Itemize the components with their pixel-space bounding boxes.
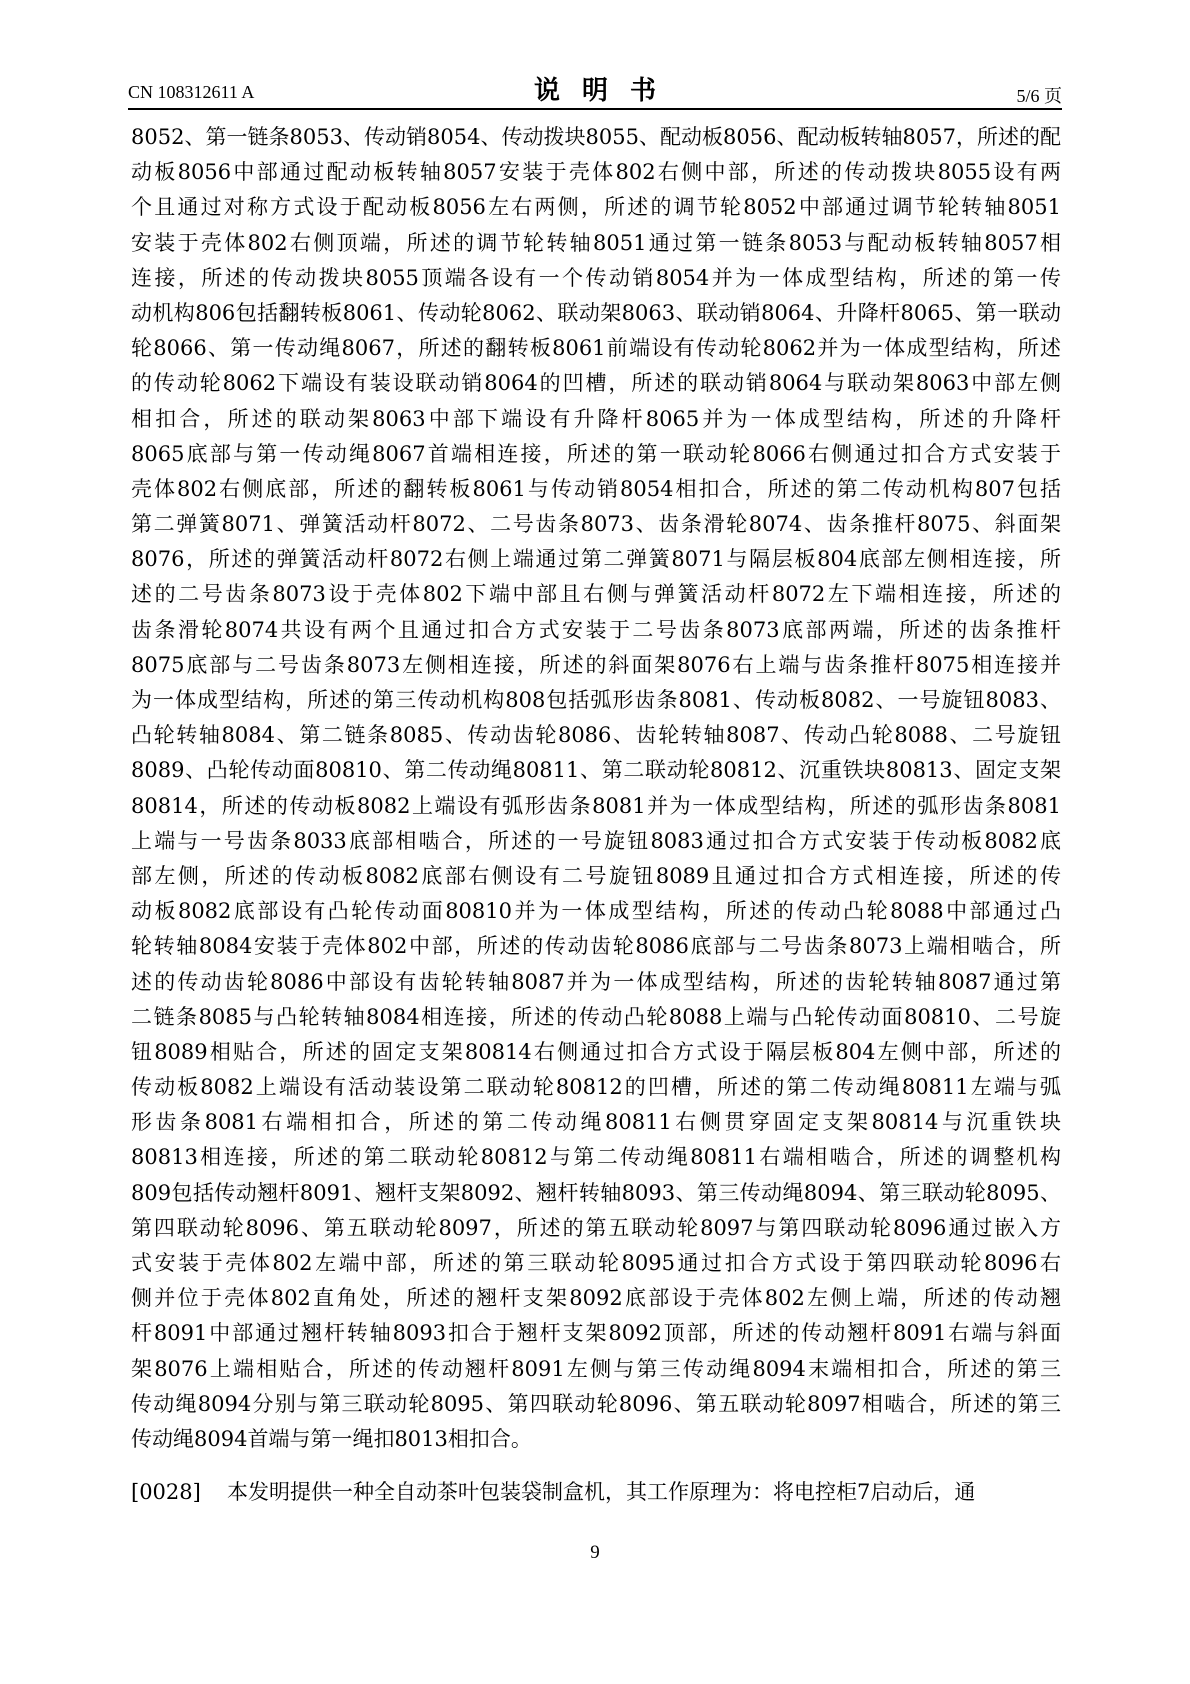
body-line: 8052、第一链条8053、传动销8054、传动拨块8055、配动板8056、配动板转轴8057，所述的配	[131, 125, 1061, 149]
body-line: 传动绳8094分别与第三联动轮8095、第四联动轮8096、第五联动轮8097相啮合，所述的第三	[131, 1391, 1061, 1416]
body-line: 809包括传动翘杆8091、翘杆支架8092、翘杆转轴8093、第三传动绳8094、第三联动轮8095、	[131, 1180, 1061, 1205]
page-number: 9	[590, 1542, 600, 1563]
body-line: 安装于壳体802右侧顶端，所述的调节轮转轴8051通过第一链条8053与配动板转轴8057相	[131, 230, 1061, 255]
body-line: 动板8082底部设有凸轮传动面80810并为一体成型结构，所述的传动凸轮8088中部通过凸	[131, 899, 1061, 924]
body-line: 述的传动齿轮8086中部设有齿轮转轴8087并为一体成型结构，所述的齿轮转轴8087通过第	[131, 969, 1061, 994]
body-line: 架8076上端相贴合，所述的传动翘杆8091左侧与第三传动绳8094末端相扣合，所述的第三	[131, 1356, 1061, 1381]
body-line: 轮转轴8084安装于壳体802中部，所述的传动齿轮8086底部与二号齿条8073上端相啮合，所	[131, 934, 1061, 959]
body-line: 二链条8085与凸轮转轴8084相连接，所述的传动凸轮8088上端与凸轮传动面80810、二号旋	[131, 1004, 1061, 1029]
body-line: 传动绳8094首端与第一绳扣8013相扣合。	[131, 1426, 532, 1451]
paragraph-text: 本发明提供一种全自动茶叶包装袋制盒机，其工作原理为：将电控柜7启动后，通	[227, 1480, 976, 1504]
body-line: 第四联动轮8096、第五联动轮8097，所述的第五联动轮8097与第四联动轮8096通过嵌入方	[131, 1215, 1061, 1240]
body-line: 动板8056中部通过配动板转轴8057安装于壳体802右侧中部，所述的传动拨块8055设有两	[131, 160, 1061, 185]
body-line: 为一体成型结构，所述的第三传动机构808包括弧形齿条8081、传动板8082、一号旋钮8083、	[131, 688, 1061, 712]
body-line: 8089、凸轮传动面80810、第二传动绳80811、第二联动轮80812、沉重铁块80813、固定支架	[131, 758, 1061, 783]
body-line: 80813相连接，所述的第二联动轮80812与第二传动绳80811右端相啮合，所述的调整机构	[131, 1145, 1061, 1170]
body-line: 述的二号齿条8073设于壳体802下端中部且右侧与弹簧活动杆8072左下端相连接，所述的	[131, 582, 1061, 607]
body-line: 形齿条8081右端相扣合，所述的第二传动绳80811右侧贯穿固定支架80814与沉重铁块	[131, 1110, 1061, 1135]
header-patent-number: CN 108312611 A	[128, 82, 255, 102]
body-line: 动机构806包括翻转板8061、传动轮8062、联动架8063、联动销8064、升降杆8065、第一联动	[131, 300, 1061, 325]
body-line: 相扣合，所述的联动架8063中部下端设有升降杆8065并为一体成型结构，所述的升降杆	[131, 406, 1061, 431]
paragraph-number: [0028]	[131, 1480, 201, 1504]
body-line: 80814，所述的传动板8082上端设有弧形齿条8081并为一体成型结构，所述的弧形齿条8081	[131, 793, 1061, 818]
body-line: 齿条滑轮8074共设有两个且通过扣合方式安装于二号齿条8073底部两端，所述的齿条推杆	[131, 617, 1061, 642]
body-line: 个且通过对称方式设于配动板8056左右两侧，所述的调节轮8052中部通过调节轮转轴8051	[131, 195, 1061, 220]
body-line: 钮8089相贴合，所述的固定支架80814右侧通过扣合方式设于隔层板804左侧中部，所述的	[131, 1039, 1061, 1064]
body-line: 凸轮转轴8084、第二链条8085、传动齿轮8086、齿轮转轴8087、传动凸轮8088、二号旋钮	[131, 723, 1061, 748]
body-line: 8075底部与二号齿条8073左侧相连接，所述的斜面架8076右上端与齿条推杆8075相连接并	[131, 652, 1061, 677]
body-line: 连接，所述的传动拨块8055顶端各设有一个传动销8054并为一体成型结构，所述的第一传	[131, 265, 1061, 290]
body-line: 式安装于壳体802左端中部，所述的第三联动轮8095通过扣合方式设于第四联动轮8096右	[131, 1251, 1061, 1275]
body-line: 第二弹簧8071、弹簧活动杆8072、二号齿条8073、齿条滑轮8074、齿条推杆8075、斜面架	[131, 512, 1061, 537]
body-text	[131, 120, 1061, 1457]
body-line: 部左侧，所述的传动板8082底部右侧设有二号旋钮8089且通过扣合方式相连接，所述的传	[131, 863, 1061, 888]
paragraph-0028	[131, 1475, 1061, 1510]
header-rule	[128, 108, 1062, 110]
body-line: 上端与一号齿条8033底部相啮合，所述的一号旋钮8083通过扣合方式安装于传动板8082底	[131, 828, 1061, 853]
header-page-fraction: 5/6 页	[1016, 86, 1062, 106]
header-title: 说明书	[533, 76, 678, 106]
body-line: 轮8066、第一传动绳8067，所述的翻转板8061前端设有传动轮8062并为一体成型结构，所述	[131, 336, 1061, 361]
body-line: 8065底部与第一传动绳8067首端相连接，所述的第一联动轮8066右侧通过扣合方式安装于	[131, 441, 1061, 466]
body-line: 壳体802右侧底部，所述的翻转板8061与传动销8054相扣合，所述的第二传动机构807包括	[131, 476, 1061, 501]
body-line: 的传动轮8062下端设有装设联动销8064的凹槽，所述的联动销8064与联动架8063中部左侧	[131, 371, 1061, 396]
body-line: 侧并位于壳体802直角处，所述的翘杆支架8092底部设于壳体802左侧上端，所述的传动翘	[131, 1286, 1061, 1311]
body-line: 杆8091中部通过翘杆转轴8093扣合于翘杆支架8092顶部，所述的传动翘杆8091右端与斜面	[131, 1321, 1061, 1346]
body-line: 8076，所述的弹簧活动杆8072右侧上端通过第二弹簧8071与隔层板804底部左侧相连接，所	[131, 547, 1061, 572]
body-line: 传动板8082上端设有活动装设第二联动轮80812的凹槽，所述的第二传动绳80811左端与弧	[131, 1075, 1061, 1100]
